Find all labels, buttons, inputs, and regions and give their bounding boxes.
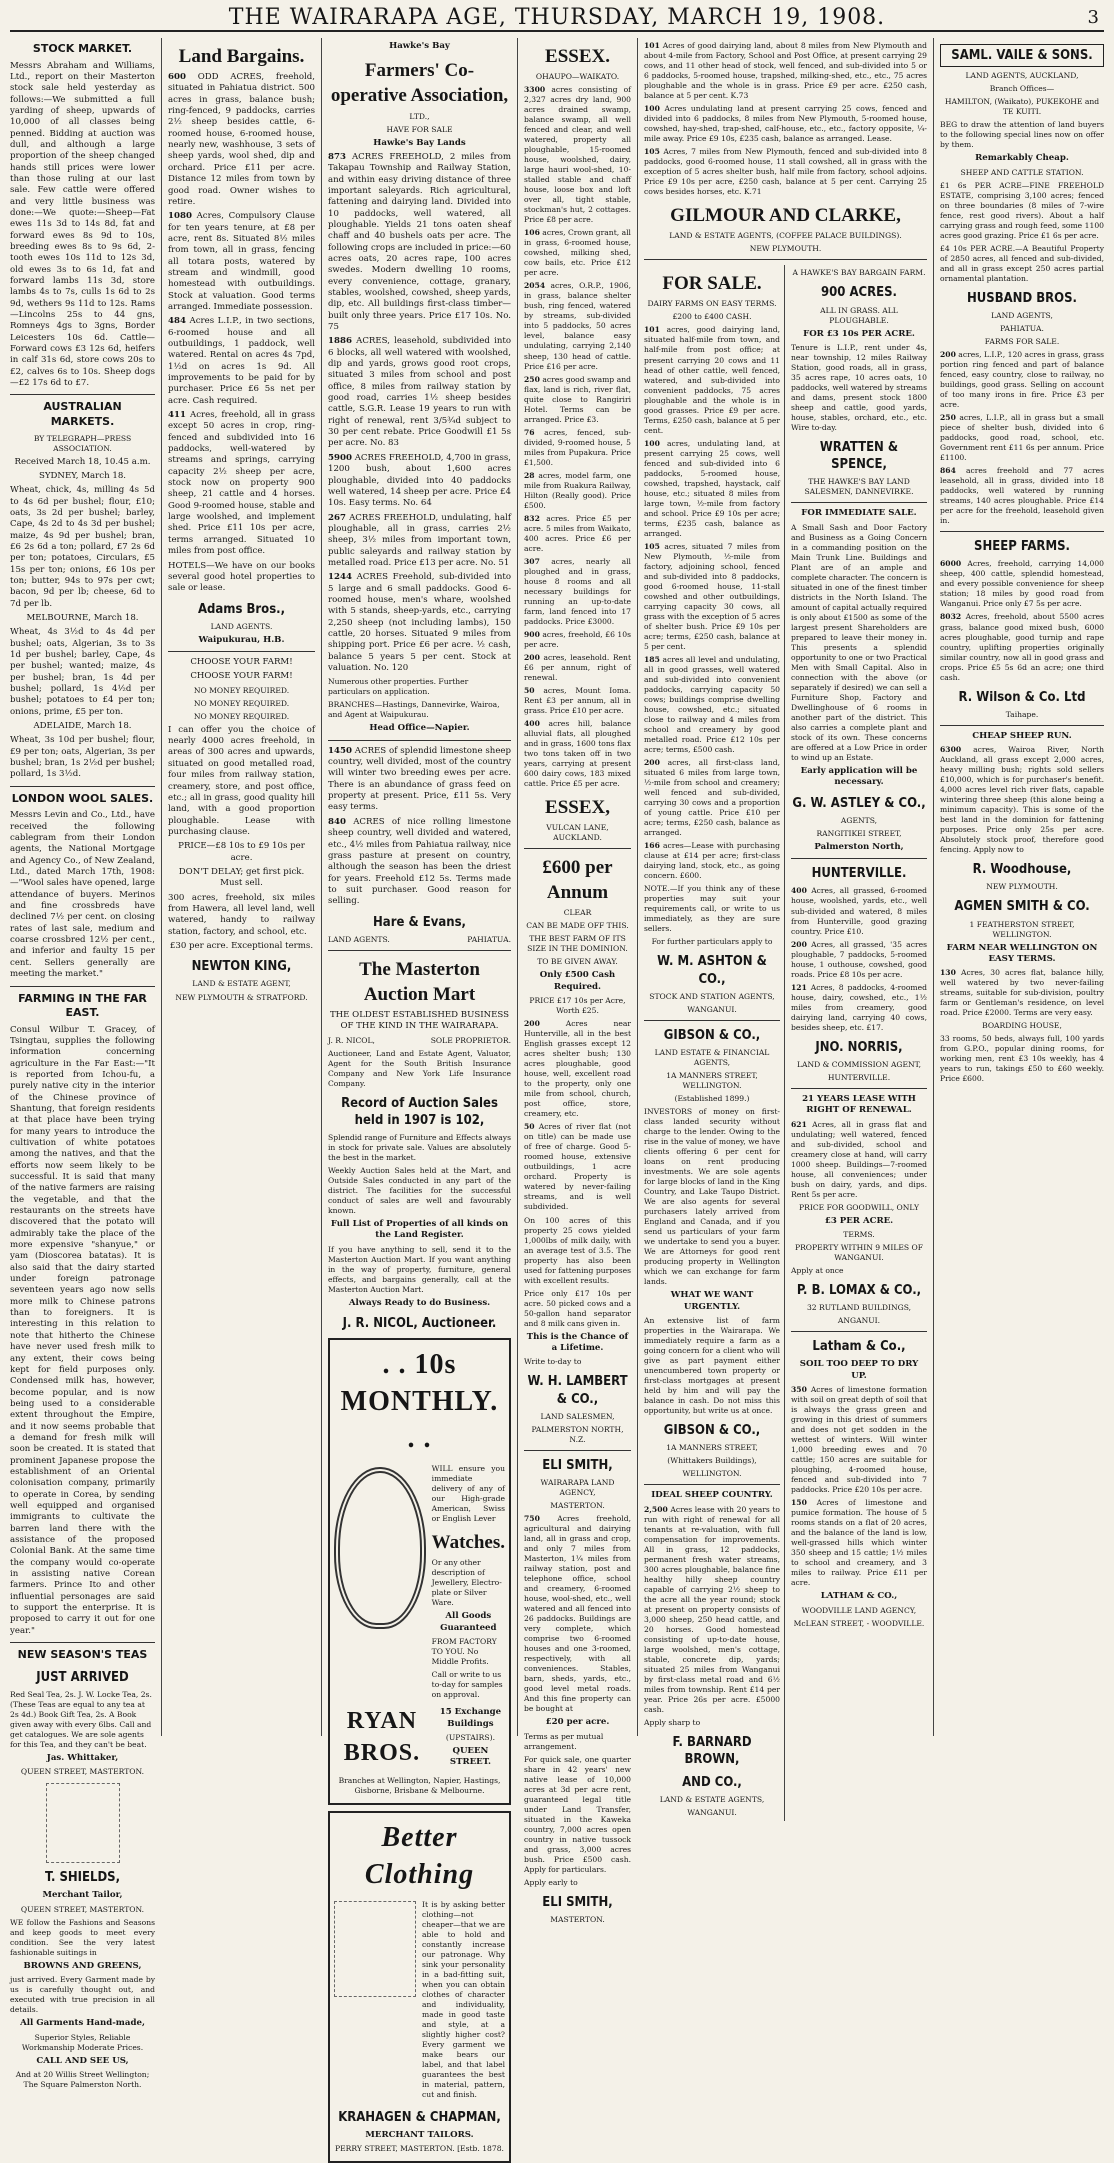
lomax: P. B. LOMAX & CO.,	[796, 1283, 922, 1299]
gibson-a: LAND ESTATE & FINANCIAL AGENTS,	[654, 1047, 770, 1067]
newton-sub: LAND & ESTATE AGENT,	[192, 979, 291, 989]
hunterville: HUNTERVILLE.	[811, 866, 907, 882]
teas-addr: QUEEN STREET, MASTERTON.	[20, 1767, 145, 1777]
divider	[644, 1020, 780, 1021]
sydney-body: Wheat, chick, 4s, milling 4s 5d to 4s 6d per bushel; flour, £10; oats, 3s 2d per bushel; barley, Cape, 4s 2d to 4s 3d per bushel; maize, 4s 9d per bushel; bran, £6 2s 6d a ton; pollard, £7 2s 6d per ton; potatoes, Circulars, £5 15s per ton; onions, £6 10s per ton; butter, 94s to 97s per cwt; bacon, 9d per lb; cheese, 6d to 7d per lb.	[10, 485, 155, 609]
astley: G. W. ASTLEY & CO.,	[792, 795, 926, 811]
ad-900: 900 acres, freehold, £6 10s per acre.	[524, 629, 631, 649]
mart-prop: SOLE PROPRIETOR.	[430, 1035, 511, 1045]
numerous: Numerous other properties. Further particulars on application.	[328, 677, 469, 697]
teas-arrived: JUST ARRIVED	[36, 1669, 129, 1685]
terms4: Terms as per mutual arrangement.	[524, 1731, 604, 1751]
norris-b: HUNTERVILLE.	[827, 1072, 891, 1082]
column-3	[322, 38, 518, 2154]
want-body: An extensive list of farm properties in the Wairarapa. We immediately require a farm as a going concern for a client who will give as part payment either unencumbered town property or first-class mortgages at present held by him and will pay the balance in cash. Do not miss this opportunity, but write us at once.	[644, 1315, 780, 1416]
shields-handmade: All Garments Hand-made,	[20, 2018, 145, 2029]
ad-200: 200 acres, leasehold. Rent £6 per annum, right of renewal.	[524, 652, 631, 682]
husband-a: LAND AGENTS,	[991, 310, 1053, 320]
adelaide-body: Wheat, 3s 10d per bushel; flour, £9 per ton; oats, Algerian, 3s per bushel; bran, 1s 2½d per bushel; pollard, 1s 3½d.	[10, 735, 155, 780]
norris-a: LAND & COMMISSION AGENT,	[796, 1059, 922, 1069]
lease-ad: 621 Acres, all in grass flat and undulating; well watered, fenced and sub-divided, school and creamery close at hand, will carry 1000 sheep. Buildings—7-roomed house, all conveniences; under bush on dairy, yards, and dips. Rent 5s per acre.	[791, 1119, 927, 1199]
gibson-c: (Established 1899.)	[674, 1093, 750, 1103]
adams-sub: LAND AGENTS.	[210, 621, 273, 631]
ad-50: 50 acres, Mount Ioma. Rent £3 per annum, all in grass. Price £10 per acre.	[524, 685, 632, 716]
ad-1080: 1080 Acres, Compulsory Clause for ten years tenure, at £8 per acre, rent 8s. Situated 8½ miles from town, all in grass, fencing all totara posts, watered by stream and windmill, good homestead with outbuildings. Stock at valuation. Good terms arranged. Immediate possession.	[168, 211, 315, 312]
tens-monthly: . . 10s MONTHLY. . .	[340, 1349, 499, 1455]
mart-body: Auctioneer, Land and Estate Agent, Valuator, Agent for the South British Insurance Company and New York Life Insurance Company.	[328, 1048, 511, 1088]
lease21: 21 YEARS LEASE WITH RIGHT OF RENEWAL.	[802, 1093, 916, 1116]
divider	[328, 950, 511, 951]
divider	[644, 259, 927, 260]
top-101: 101 Acres of good dairying land, about 8 miles from New Plymouth and about 4-mile from Factory, School and Post Office, at present carrying 29 cows, and 11 other head of stock, well fenced, and sub-divided into 5 or 6 paddocks, 5-roomed house, trapshed, milking-shed, etc., etc., 75 acres ploughable and the whole is in grass. Price £9 per acre. £250 cash, balance at 5 per cent. K.73	[644, 41, 927, 101]
vaile: SAML. VAILE & SONS.	[940, 44, 1104, 67]
fca-title: Farmers' Co-operative Association,	[330, 60, 509, 107]
wool-title: LONDON WOOL SALES.	[11, 791, 154, 805]
other: Or any other description of Jewellery, Electro-plate or Silver Ware.	[431, 1558, 502, 1608]
hb-body: Tenure is L.I.P., rent under 4s, near township, 12 miles Railway Station, good roads, all in grass, 35 acres rape, 10 acres oats, 10 paddocks, well watered by streams and dams, present stock 1800 sheep and cattle, good yards, house, stables, orchard, etc., etc. Wire to-day.	[791, 342, 927, 433]
gilmour-b: NEW PLYMOUTH.	[749, 244, 822, 254]
price2: £4 10s PER ACRE.—A Beautiful Property of 2850 acres, all fenced and sub-divided, and all in grass except 250 acres partial ornamental plantation.	[940, 243, 1104, 283]
price-goodwill: PRICE FOR GOODWILL, ONLY	[799, 1202, 919, 1212]
shields-tail: And at 20 Willis Street Wellington; The Square Palmerston North.	[15, 2069, 150, 2089]
latham-sub: SOIL TOO DEEP TO DRY UP.	[799, 1359, 919, 1381]
adelaide-head: ADELAIDE, March 18.	[33, 721, 132, 732]
write: Write to-day to	[524, 1357, 582, 1367]
krahagen: KRAHAGEN & CHAPMAN,	[338, 2109, 501, 2125]
boarding-text: 33 rooms, 50 beds, always full, 100 yards from G.P.O., popular dining rooms, for working men, rent £3 10s weekly, has 4 years to run, takings £50 to £60 weekly. Price £600.	[940, 1034, 1104, 1084]
divider	[644, 1484, 780, 1485]
divider	[10, 786, 155, 787]
ltd: LTD.,	[409, 111, 430, 121]
ad-400: 400 acres hill, balance alluvial flats, all ploughed and in grass, 1600 tons flax two tons taken off in two years, carrying at present 600 dairy cows, 183 mixed cattle. Price £5 per acre.	[524, 719, 631, 789]
ashton: W. M. ASHTON & CO.,	[657, 954, 767, 987]
lomax-a: 32 RUTLAND BUILDINGS,	[806, 1303, 912, 1313]
choose-1: CHOOSE YOUR FARM!	[190, 657, 293, 668]
land-bargains-title: Land Bargains.	[178, 46, 305, 67]
hv-200: 200 Acres, all grassed, '35 acres ploughable, 7 paddocks, 5-roomed house, 1 outhouse, cowshed, good roads. Price £8 10s per acre.	[791, 939, 927, 979]
shields-browns: BROWNS AND GREENS,	[23, 1960, 142, 1971]
ad-76: 76 acres, fenced, sub-divided, 9-roomed house, 5 miles from Pupakura. Price £1,500.	[524, 427, 631, 467]
latham-150: 150 Acres of limestone and pumice formation. The house of 5 rooms stands on a flat of 20 acres, and the balance of the land is low, well-grassed hills which winter 350 sheep and 15 cattle; 1½ miles to school and creamery, and 3 miles to railway. Price £11 per acre.	[791, 1498, 927, 1588]
mid-left	[644, 265, 785, 1821]
for-sale: FOR SALE.	[662, 273, 762, 295]
gibson: GIBSON & CO.,	[663, 1027, 761, 1043]
lambert: W. H. LAMBERT & CO.,	[527, 1374, 628, 1407]
early: Early application will be necessary.	[800, 766, 918, 788]
vaile-b: Branch Offices—	[989, 84, 1055, 94]
mid-101: 101 acres, good dairying land, situated half-mile from town, and half-mile from post office; at present carrying 20 cows and 11 head of other cattle, well fenced, watered, and sub-divided into convenient paddocks, 75 acres ploughable and the whole is in good grasses. Price £9 per acre. Terms, £250 cash, balance at 5 per cent.	[644, 325, 780, 435]
divider	[524, 1450, 631, 1451]
woodhouse: R. Woodhouse,	[972, 862, 1072, 878]
divider	[10, 1642, 155, 1643]
merchant: MERCHANT TAILORS.	[365, 2130, 474, 2140]
no-money-3: NO MONEY REQUIRED.	[193, 711, 290, 721]
s300-price: £30 per acre. Exceptional terms.	[169, 940, 314, 951]
wilson: R. Wilson & Co. Ltd	[958, 689, 1086, 705]
wratten: WRATTEN & SPENCE,	[819, 440, 899, 473]
farming-title: FARMING IN THE FAR EAST.	[18, 991, 147, 1020]
newton-loc: NEW PLYMOUTH & STRATFORD.	[175, 992, 308, 1002]
ad-600: 600 ODD ACRES, freehold, situated in Pahiatua district. 500 acres in grass, balance bush; ring-fenced, 9 paddocks, carries 2½ sheep besides cattle, 6-roomed house, 6-roomed house, nearly new, washhouse, 3 sets of sheep yards, wool shed, dip and orchard. Price £11 per acre. Distance 12 miles from town by good road. Owner wishes to retire.	[168, 72, 316, 207]
price-line4: PRICE £17 10s per Acre, Worth £25.	[529, 996, 626, 1016]
will: WILL ensure you immediate delivery of any of our High-grade American, Swiss or English Lever	[431, 1464, 505, 1524]
terms: TERMS.	[843, 1230, 875, 1240]
sydney-head: SYDNEY, March 18.	[38, 470, 127, 481]
vaile-c: HAMILTON, (Waikato), PUKEKOHE and TE KUITI.	[944, 97, 1100, 117]
barnard-b: WANGANUI.	[687, 1808, 737, 1818]
eli: ELI SMITH,	[542, 1457, 613, 1473]
ad-873: 873 ACRES FREEHOLD, 2 miles from Takapau Township and Railway Station, and within easy driving distance of three important saleyards. Rich agricultural, fattening and dairying land. Divided into 10 paddocks, well watered, all ploughable. Yields 21 tons oaten sheaf chaff and 40 bushels oats per acre. The following crops are included in price:—60 acres oats, 20 acres rape, 100 acres swedes. Modern dwelling 10 rooms, every convenience, cottage, granary, stables, woolshed, cowshed, sheep yards, dip, etc. All buildings first-class timber—built only three years. Price £17 10s. No. 75	[328, 151, 512, 333]
c6-8032: 8032 Acres, freehold, about 5500 acres grass, balance good mixed bush, 6000 acres ploughable, good turnip and rape country, uplifting properties originally similar country, now all in good grass and crops. Price £5 5s 6d an acre; one third cash.	[940, 612, 1105, 682]
cheap-run: CHEAP SHEEP RUN.	[972, 730, 1072, 741]
wool-body: Messrs Levin and Co., Ltd., have received the following cablegram from their London agents, the National Mortgage and Agency Co., of New Zealand, Ltd., dated March 17th, 1908:—"Wool sales have opened, large attendance of buyers. Merinos and fine crossbreds have declined 7½ per cent. on closing rates of last sale, medium and coarse crossbred 12½ per cent., and inferior and faulty 15 per cent. Sellers generally are meeting the market."	[10, 810, 156, 980]
immediate: FOR IMMEDIATE SALE.	[801, 508, 917, 519]
can-be: CAN BE MADE OFF THIS.	[526, 921, 629, 931]
note: NOTE.—If you think any of these properties may suit your requirements call, or write to us immediately, as they are sure sellers.	[644, 884, 780, 934]
only2: Price only £17 10s per acre. 50 picked cows and a 50-gallon hand separator and 8 milk cans given in.	[524, 1288, 631, 1328]
agmen: AGMEN SMITH & CO.	[954, 899, 1090, 915]
masthead	[10, 6, 1104, 32]
shields-body3: Superior Styles, Reliable Workmanship Moderate Prices.	[21, 2032, 144, 2052]
guaranteed: All Goods Guaranteed	[440, 1611, 497, 1633]
choose-body: I can offer you the choice of nearly 4000 acres freehold, in areas of 300 acres and upwards, situated on good metalled road, four miles from railway station, creamery, store, and post office, etc.; all in grass, good quality hill land, with a good proportion ploughable. Lease with purchasing clause.	[168, 724, 315, 837]
stock-body: Messrs Abraham and Williams, Ltd., report on their Masterton stock sale held yesterday as follows:—We submitted a full yarding of sheep, upwards of 10,000 of all classes being penned. Bidding at auction was dull, and although a large proportion of the sheep changed hands still prices were lower than those ruling at our last sale. Few cattle were offered and very little business was done:—We quote:—Sheep—Fat ewes 11s 3d to 14s 8d, fat and forward ewes 8s 9d to 10s, breeding ewes 8s to 9s 6d, 2-tooth ewes 10s 11d to 12s 3d, old ewes 3s to 6s 1d, fat and forward lambs 11s 3d, store lambs 4s to 7s, culls 1s 6d to 2s 9d, wethers 9s 11d to 12s. Rams—Lincolns 25s to 44 gns, Romneys 4gs to 3gns, Border Leicesters 10s 6d. Cattle—Forward cows £3 12s 6d, heifers in calf 31s 6d, store cows 20s to £2, calves 6s to 10s. Sheep dogs—£2 17s 6d to £7.	[10, 60, 155, 389]
wratten-a: THE HAWKE'S BAY LAND SALESMEN, DANNEVIRKE.	[804, 477, 914, 497]
ideal-ad: 2,500 Acres lease with 20 years to run with right of renewal for all tenants at re-valuation, with full compensation for improvements. All in grass, 12 paddocks, permanent fresh water streams, 300 acres ploughable, balance fine healthy hilly sheep country capable of carrying 2½ sheep to the acre all the year round; stock at present on property consists of 3,000 sheep, 250 head cattle, and 20 horses. Good homestead consisting of up-to-date house, large woolshed, men's cottage, stable, concrete dip, yards; situated 25 miles from Wanganui by first-class metal road and 6½ miles from township. Rent £14 per year. Price 26s per acre. £5000 cash.	[644, 1504, 780, 1714]
apply4: Apply early to	[524, 1877, 578, 1887]
ad2-50: 50 Acres of river flat (not on title) can be made use of free of charge. Good 5-roomed house, extensive outbuildings, 1 acre orchard. Property is watered by never-failing streams, and is well subdivided.	[524, 1122, 631, 1212]
top-100: 100 Acres undulating land at present carrying 25 cows, fenced and divided into 6 paddocks, 8 miles from New Plymouth, 5-roomed house, cowshed, hay-shed, trap-shed, calf-house, etc., etc., factory opposite, ¼-mile away. Price £9 10s, £235 cash, balance as arranged. Lease.	[644, 104, 927, 144]
call: Call or write to us to-day for samples on approval.	[431, 1670, 503, 1700]
woodhouse-loc: NEW PLYMOUTH.	[986, 882, 1058, 892]
essex: ESSEX.	[545, 46, 610, 67]
gilmour: GILMOUR AND CLARKE,	[670, 205, 901, 227]
eli-a: WAIRARAPA LAND AGENCY,	[540, 1477, 615, 1497]
teas-list: Red Seal Tea, 2s. J. W. Locke Tea, 2s. (These Teas are equal to any tea at 2s 4d.) Book Gift Tea, 2s. A Book given away with every 6lbs. Call and get catalogues. We are sole agents for this Tea, and they can't be beat.	[10, 1689, 152, 1749]
best: THE BEST FARM OF ITS SIZE IN THE DOMINION.	[527, 934, 628, 954]
apply-at: Apply at once	[791, 1266, 844, 1276]
ad3-price: £20 per acre.	[545, 1717, 610, 1728]
wilson-loc: Taihape.	[1005, 709, 1039, 719]
ad-3300: 3300 acres consisting of 2,327 acres dry land, 900 acres drained swamp, balance swamp, all well fenced and clear, and well watered, property all ploughable, 15-roomed house, woolshed, dairy, large hauri wool-shed, 10-stalled stable and chaff house, loose box and loft over all, tight stable, stockman's hut, 2 cottages. Price £8 per acre.	[524, 85, 631, 225]
aus-title: AUSTRALIAN MARKETS.	[43, 400, 122, 428]
c6-200: 200 acres, L.I.P., 120 acres in grass, grass portion ring fenced and part of balance fenced, easy country, close to railway, no buildings, good grass. Selling on account of too many irons in fire. Price £3 per acre.	[940, 349, 1104, 410]
adams-bros: Adams Bros.,	[197, 601, 286, 617]
ad-2054: 2054 acres, O.R.P., 1906, in grass, balance shelter bush, ring fenced, watered by streams, sub-divided into 5 paddocks, 50 acres level, balance easy undulating, carrying 2,140 sheep, 130 head of cattle. Price £16 per acre.	[524, 281, 631, 371]
divider	[524, 848, 631, 849]
c6-250: 250 acres, L.I.P., all in grass but a small piece of shelter bush, divided into 6 paddocks, good road, school, etc. Government rent £11 6s per annum. Price £1100.	[940, 413, 1104, 463]
hare-evans: Hare & Evans,	[373, 914, 466, 930]
gilmour-a: LAND & ESTATE AGENTS, (COFFEE PALACE BUILDINGS).	[669, 231, 902, 241]
mart-sub: THE OLDEST ESTABLISHED BUSINESS OF THE KIND IN THE WAIRARAPA.	[329, 1009, 510, 1032]
mart-title: The Masterton Auction Mart	[359, 958, 480, 1005]
head-office: Head Office—Napier.	[369, 723, 470, 734]
gibson2-c: WELLINGTON.	[682, 1469, 742, 1479]
hare-a: LAND AGENTS.	[328, 934, 390, 944]
within: PROPERTY WITHIN 9 MILES OF WANGANUI.	[794, 1243, 924, 1263]
dont-delay: DON'T DELAY; get first pick. Must sell.	[178, 866, 305, 889]
husband-b: PAHIATUA.	[1000, 323, 1044, 333]
eli2: ELI SMITH,	[542, 1894, 613, 1910]
ad2-200: 200 Acres near Hunterville, all in the best English grasses except 12 acres shelter bush; 130 acres ploughable, good house, well, excellent road to the property, only one mile from school, church, post office, store, creamery, etc.	[524, 1019, 631, 1119]
top-105: 105 Acres, 7 miles from New Plymouth, fenced and sub-divided into 8 paddocks, good 6-roomed house, 11 stall cowshed, all in grass with the exception of 5 acres shelter bush, half mile from factory, school adjoins. Price £9 10s per acre, £250 cash, balance at 5 per cent. Carrying 25 cows besides horses, etc. K.71	[644, 147, 927, 197]
latham2: LATHAM & CO.,	[820, 1591, 898, 1602]
tailor-figure-illustration	[46, 1783, 120, 1863]
mid-100: 100 acres, undulating land, at present carrying 25 cows, well fenced and sub-divided into 6 paddocks, 5-roomed house, cowshed, trapshed, haystack, calf house, etc.; situated 8 miles from large town, ½-mile from factory and school. Price £9 10s per acre; terms, £235 cash, balance as arranged.	[644, 438, 780, 538]
farm-near: FARM NEAR WELLINGTON ON EASY TERMS.	[946, 942, 1098, 964]
column-5	[638, 38, 934, 1818]
c6-864: 864 acres freehold and 77 acres leasehold, all in grass, divided into 18 paddocks, well watered by running streams, 140 acres ploughable. Price £14 per acre for the freehold, leasehold given in.	[940, 466, 1104, 526]
gibson-b: 1A MANNERS STREET, WELLINGTON.	[666, 1070, 758, 1090]
watch-ad-box	[328, 1338, 511, 1804]
hb-bargain: A HAWKE'S BAY BARGAIN FARM.	[792, 268, 926, 278]
ad-411: 411 Acres, freehold, all in grass except 50 acres in crop, ring-fenced and subdivided into 16 paddocks, well-watered by streams and springs, carrying capacity 2½ sheep per acre, stock now on property 900 sheep, 21 cattle and 4 horses. Good 9-roomed house, stable and large woolshed, and implement shed. Price £11 10s per acre, terms arranged. Situated 10 miles from post office.	[168, 410, 316, 557]
astley-c: Palmerston North,	[814, 841, 904, 852]
lambert-b: PALMERSTON NORTH, N.Z.	[531, 1424, 624, 1444]
perry: PERRY STREET, MASTERTON. [Estb. 1878.	[335, 2144, 504, 2154]
only: Only £500 Cash Required.	[539, 970, 616, 992]
quick: For quick sale, one quarter share in 42 years' new native lease of 10,000 acres at 3d per acre rent, guaranteed legal title under Land Transfer, situated in the Kaweka country, 7,000 acres open country in native tussock and grass, 3,000 acres bush. Price £500 cash. Apply for particulars.	[524, 1754, 631, 1874]
c6-6000: 6000 Acres, freehold, carrying 14,000 sheep, 400 cattle, splendid homestead, and every possible convenience for sheep station; 18 miles by good road from Wanganui. Price only £7 5s per acre.	[940, 559, 1104, 609]
teas-title: NEW SEASON'S TEAS	[17, 1648, 148, 1662]
exchange: 15 Exchange Buildings	[439, 1707, 502, 1729]
divider	[328, 740, 511, 741]
astley-a: AGENTS,	[840, 815, 878, 825]
husband: HUSBAND BROS.	[967, 290, 1077, 306]
clear: CLEAR	[563, 908, 592, 918]
branches2: Branches at Wellington, Napier, Hastings, Gisborne, Brisbane & Melbourne.	[338, 1775, 501, 1795]
ad-484: 484 Acres L.I.P., in two sections, 6-roomed house and all outbuildings, 1 paddock, well watered. Rental on acres 4s 7pd, 1½d on acres 1s 9d. All improvements to be paid for by purchaser. Price £6 5s net per acre. Cash required.	[168, 316, 315, 406]
shields-body: WE follow the Fashions and Seasons and keep goods to meet every condition. See the very latest fashionable suitings in	[10, 1917, 155, 1957]
hb-900: 900 ACRES.	[821, 285, 897, 301]
hv-121: 121 Acres, 8 paddocks, 4-roomed house, dairy, cowshed, etc., 1½ miles from creamery, good dairying land, carrying 40 cows, besides sheep, etc. £17.	[791, 982, 927, 1032]
latham2-b: McLEAN STREET, - WOODVILLE.	[793, 1618, 925, 1628]
ideal: IDEAL SHEEP COUNTRY.	[651, 1490, 773, 1501]
full-list: Full List of Properties of all kinds on the Land Register.	[330, 1219, 509, 1241]
pocket-watch-illustration	[334, 1467, 426, 1629]
mid-right	[791, 265, 927, 1821]
shields-name: T. SHIELDS,	[44, 1870, 121, 1886]
agmen-loc: 1 FEATHERSTON STREET, WELLINGTON.	[969, 919, 1075, 939]
queen: QUEEN STREET.	[449, 1745, 491, 1768]
run-ad: 6300 acres, Wairoa River, North Auckland, all grass except 2,000 acres, heavy milling bush; rights sold sellers £10,000, which is for purchaser's benefit. 4,000 acres level rich river flats, capable wintering three sheep (this alone being a minimum capacity). This is some of the best land in the dominion for fattening purposes. Price only 25s per acre. Absolutely stock proof, therefore good fencing. Apply now to	[940, 745, 1104, 855]
shields-call: CALL AND SEE US,	[36, 2055, 129, 2066]
shields-trade: Merchant Tailor,	[42, 1890, 123, 1901]
record: Record of Auction Sales held in 1907 is 102,	[341, 1095, 498, 1128]
watches: Watches.	[431, 1532, 505, 1554]
further: For further particulars apply to	[651, 937, 773, 947]
better-body: It is by asking better clothing—not cheaper—that we are able to hold and constantly increase our patronage. Why sink your personality in a bad-fitting suit, when you can obtain clothes of character and individuality, made in good taste and style, at a slightly higher cost? Every garment we make bears our label, and that label guarantees the best in material, pattern, cut and finish.	[422, 1899, 505, 2099]
investors: INVESTORS of money on first-class landed security without charge to the lender. Owing to the rise in the value of money, we have clients offering 6 per cent for loans on rent producing investments. We are sole agents for large blocks of land in the King Country, and Lake Taupo District. We are also agents for several purchasers lately arrived from England and Canada, and if you send us particulars of your farm we undertake to send you a buyer. We are Attorneys for good rent producing property in Wellington which we can exchange for farm lands.	[644, 1106, 780, 1287]
mart-owner: J. R. NICOL,	[328, 1035, 375, 1045]
newton-king: NEWTON KING,	[191, 959, 292, 975]
mart-body3: Weekly Auction Sales held at the Mart, and Outside Sales conducted in any part of the district. The facilities for the successful conduct of sales are well and favourably known.	[328, 1166, 511, 1216]
column-6	[934, 38, 1110, 1736]
hb-lands: Hawke's Bay Lands	[373, 137, 466, 148]
hand-illustration	[334, 1901, 416, 1997]
hare-b: PAHIATUA.	[467, 934, 511, 944]
lambert-a: LAND SALESMEN,	[540, 1411, 615, 1421]
better-clothing: Better Clothing	[364, 1821, 475, 1890]
farming-body: Consul Wilbur T. Gracey, of Tsingtau, supplies the following information concerning agriculture in the Far East:—"It is reported from Ichou-fu, a purely native city in the interior of the Chinese province of Shantung, that foreign residents at that place have been trying for many years to introduce the cultivation of white potatoes among the natives, and that the efforts now seem likely to be successful. It is said that many of the native farmers are raising the vegetable, and that the restaurants on the streets have discovered that the potato will admirably take the place of the more expensive "shanyue," or yam (Dioscorea batatas). It is also said that the dairy started under foreign patronage seventeen years ago now sells more milk to Chinese patrons than to foreigners. It is interesting in this relation to note that hitherto the Chinese have never used fresh milk to any extent, their cows being kept for field purposes only. Condensed milk has, however, become popular, and is now being used to a considerable extent throughout the Empire, and it now seems probable that a demand for fresh milk will soon be created. It is stated that prominent Japanese propose the establishment of an Oriental colonisation company, primarily to operate in Corea, by sending well equipped and organised immigrants to cultivate the barren land there with the assistance of the proposed Colonial Bank. At the same time the company would co-operate in assisting native Corean farmers. Prince Ito and other influential personages are said to support the enterprise. It is proposed to carry it out for one year."	[10, 1024, 155, 1636]
melbourne-body: Wheat, 4s 3½d to 4s 4d per bushel; oats, Algerian, 3s to 3s 1d per bushel; barley, Cape, 4s per bushel; wanted; maize, 4s per bushel; bran, 1s 4d per bushel; pollard, 1s 4½d per bushel; potatoes to £4 per ton; onions, prime, £5 per ton.	[10, 627, 155, 717]
want: WHAT WE WANT URGENTLY.	[670, 1290, 754, 1312]
sheep-farms: SHEEP FARMS.	[974, 539, 1070, 555]
ad-1244: 1244 ACRES Freehold, sub-divided into 5 large and 6 small paddocks. Good 6-roomed house, men's whare, woolshed with 5 stands, sheep-yards, etc., carrying 2,250 sheep (not including lambs), 150 cattle, 20 horses. Situated 9 miles from shipping port. Price £6 per acre. ½ cash, balance 5 years 5 per cent. Stock at valuation. No. 120	[328, 572, 511, 673]
divider	[791, 858, 927, 859]
aus-sub: BY TELEGRAPH—PRESS ASSOCIATION.	[33, 433, 132, 453]
ohaupo: OHAUPO—WAIKATO.	[535, 72, 620, 82]
stock-title: STOCK MARKET.	[32, 42, 133, 55]
melbourne-head: MELBOURNE, March 18.	[26, 613, 139, 624]
divider	[940, 725, 1104, 726]
lomax-b: ANGANUI.	[837, 1316, 881, 1326]
latham-350: 350 Acres of limestone formation with soil on great depth of soil that is always the grass green and growing in this driest of summers and does not get sodden in the wettest of winters. Will winter 1,000 breeding ewes and 70 cattle; 150 acres are suitable for ploughing, 4-roomed house, fenced and sub-divided into 7 paddocks. Price £20 10s per acre.	[791, 1385, 927, 1495]
aus-received: Received March 18, 10.45 a.m.	[14, 456, 151, 467]
mid-166: 166 acres—Lease with purchasing clause at £14 per acre; first-class dairying land, stock, etc., as going concern. £600.	[644, 841, 780, 881]
farms: FARMS FOR SALE.	[984, 336, 1060, 346]
choose-2: CHOOSE YOUR FARM!	[190, 671, 293, 682]
mid-105: 105 acres, situated 7 miles from New Plymouth, ½-mile from factory, adjoining school, fenced and sub-divided into 8 paddocks, good 6-roomed house, 11-stall cowshed and other outbuildings, carrying capacity 30 cows, all grass with the exception of 5 acres of shelter bush. Price £9 10s per acre; terms, £250 cash, balance at 5 per cent.	[644, 541, 780, 651]
teas-name: Jas. Whittaker,	[46, 1752, 119, 1763]
masterton: MASTERTON.	[550, 1914, 605, 1924]
nicol: J. R. NICOL, Auctioneer.	[342, 1316, 497, 1332]
ad-28: 28 acres, model farm, one mile from Ruakura Railway, Hilton (Really good). Price £500.	[524, 470, 631, 510]
astley-b: RANGITIKEI STREET,	[816, 828, 902, 838]
ashton-a: STOCK AND STATION AGENTS,	[649, 991, 775, 1001]
have-for-sale: HAVE FOR SALE	[386, 124, 453, 134]
hv-400: 400 Acres, all grassed, 6-roomed house, woolshed, yards, etc., well sub-divided and watered, 8 miles from Hunterville, good grazing country. Price £10.	[791, 886, 928, 936]
gibson2-b: (Whittakers Buildings),	[667, 1456, 757, 1466]
shields-addr: QUEEN STREET, MASTERTON.	[20, 1904, 145, 1914]
hb-grass: ALL IN GRASS. ALL PLOUGHABLE.	[820, 305, 898, 325]
divider	[791, 1331, 927, 1332]
gibson2-a: 1A MANNERS STREET,	[666, 1443, 758, 1453]
clothing-ad-box	[328, 1811, 511, 2163]
branches: BRANCHES—Hastings, Dannevirke, Wairoa, and Agent at Waipukurau.	[328, 700, 500, 720]
shields-body2: just arrived. Every Garment made by us is carefully thought out, and executed with true precision in all details.	[10, 1975, 155, 2015]
income: £600 per Annum	[542, 857, 613, 904]
vulcan: VULCAN LANE, AUCKLAND.	[546, 823, 609, 843]
ad-840: 840 ACRES of nice rolling limestone sheep country, well divided and watered, etc., 4½ miles from Pahiatua railway, nice grass pasture at present on country, although the season has been the driest for years. Freehold £12 5s. Terms made to suit purchaser. Good reason for selling.	[328, 816, 511, 907]
apply-sharp: Apply sharp to	[644, 1717, 701, 1727]
ad3-750: 750 Acres freehold, agricultural and dairying land, all in grass and crop, and only 7 miles from Masterton, 1¼ miles from railway station, post and telephone office, school and creamery, 6-roomed house, wool-shed, etc., well watered and all fenced into 26 paddocks. Buildings are very complete, which comprise two 6-roomed houses and one 3-roomed, respectively, with all conveniences. Stables, barn, sheds, yards, etc., good level metal roads. And this fine property can be bought at	[524, 1513, 631, 1714]
s300: 300 acres, freehold, six miles from Hawera, all level land, well watered, handy to railway station, factory, and school, etc.	[168, 892, 315, 937]
per-acre: £3 PER ACRE.	[824, 1215, 894, 1226]
to-be: TO BE GIVEN AWAY.	[537, 957, 618, 967]
ad-106: 106 acres, Crown grant, all in grass, 6-roomed house, cowshed, milking shed, cow bails, etc. Price £12 per acre.	[524, 228, 631, 278]
divider	[791, 1088, 927, 1089]
divider	[168, 651, 315, 652]
mid-185: 185 acres all level and undulating, all in good grasses, well watered and sub-divided into convenient paddocks, carrying capacity 50 cows; buildings comprise dwelling house, cowshed, etc.; situated close to railway and 4 miles from school and creamery by good metalled road. Price £12 10s per acre; terms, £500 cash.	[644, 654, 780, 755]
no-money-1: NO MONEY REQUIRED.	[193, 685, 290, 695]
upstairs: (UPSTAIRS).	[445, 1732, 495, 1742]
norris: JNO. NORRIS,	[815, 1039, 903, 1055]
mart-body4: If you have anything to sell, send it to the Masterton Auction Mart. If you want anything in the way of property, furniture, general effects, and bargains generally, call at the Masterton Auction Mart.	[328, 1244, 511, 1294]
latham2-a: WOODVILLE LAND AGENCY,	[801, 1605, 917, 1615]
ad-1450: 1450 ACRES of splendid limestone sheep country, well divided, most of the country will winter two breeding ewes per acre. There is an abundance of grass feed on property at present. Price, £11 5s. Very easy terms.	[328, 745, 512, 813]
near-ad: 130 Acres, 30 acres flat, balance hilly, well watered by two never-failing streams, suitable for sub-division, poultry farm or Gentleman's residence, on level road. Price £2000. Terms are very easy.	[940, 968, 1104, 1018]
ad-5900: 5900 ACRES FREEHOLD, 4,700 in grass, 1200 bush, about 1,600 acres ploughable, divided into 40 paddocks well watered, 14 sheep per acre. Price £4 10s. Easy terms. No. 64	[328, 452, 511, 509]
always: Always Ready to do Business.	[348, 1297, 491, 1308]
hb-title: Hawke's Bay	[389, 41, 450, 51]
ad-250: 250 acres good swamp and flax, land is rich, river flat, quite close to Rangiriri Hotel. Terms can be arranged. Price £3.	[524, 374, 631, 424]
hotels: HOTELS—We have on our books several good hotel properties to sale or lease.	[168, 560, 315, 594]
vaile-a: LAND AGENTS, AUCKLAND,	[965, 71, 1079, 81]
latham: Latham & Co.,	[812, 1339, 906, 1355]
divider	[10, 986, 155, 987]
mid-200: 200 acres, all first-class land, situated 6 miles from large town, ½-mile from school and creamery; well fenced and sub-divided, carrying 30 cows and a proportion of young cattle. Price £10 per acre; terms, £250 cash, balance as arranged.	[644, 758, 780, 838]
adams-loc: Waipukurau, H.B.	[198, 634, 285, 645]
page-number: 3	[1087, 7, 1100, 28]
chance: This is the Chance of a Lifetime.	[526, 1331, 629, 1354]
essex2: ESSEX,	[545, 797, 610, 819]
gibson2: GIBSON & CO.,	[663, 1423, 761, 1439]
imm-body: A Small Sash and Door Factory and Business as a Going Concern in a commanding position on the Main Trunk Line. Buildings and Plant are of an ample and complete character. The concern is situated in one of the finest timber districts in the North Island. The amount of capital actually required is only about £1500 as some of the largest present Shareholders are prepared to leave their money in. This presents a splendid opportunity to one or two Practical Men with Small Capital. Also in connection with the above (or separately if desired) we can sell a Furniture Shop, Factory and Dwellinghouse of 6 rooms in another part of the district. This also carries a complete plant and stock of its own. These concerns are offered at a Low Price in order to wind up an Estate.	[791, 522, 927, 763]
price-line: PRICE—£8 10s to £9 10s per acre.	[178, 841, 305, 863]
column-1	[4, 38, 162, 2089]
mart-body2: Splendid range of Furniture and Effects always in stock for private sale. Values are absolutely the best in the market.	[328, 1132, 511, 1162]
beg: BEG to draw the attention of land buyers to the following special lines now on offer by them.	[940, 120, 1104, 150]
price1: £1 6s PER ACRE—FINE FREEHOLD ESTATE, comprising 3,100 acres; fenced on three boundaries (8 miles of 7-wire fence, rest good rivers). About a half carrying grass and rough feed, some 1100 acres good grazing. Price £1 6s per acre.	[940, 180, 1104, 240]
boarding: BOARDING HOUSE,	[982, 1021, 1062, 1031]
column-2	[162, 38, 322, 1736]
ad-1886: 1886 ACRES, leasehold, subdivided into 6 blocks, all well watered with woolshed, dip and yards, grows good root crops, situated 3 miles from school and post office, 8 miles from railway station by good road, carries 1½ sheep besides cattle, S.G.R. Lease 19 years to run with right of renewal, rent 3/5¾d subject to 30 per cent rebate. Price Goodwill £1 5s per acre. No. 83	[328, 336, 511, 449]
barnard-a: LAND & ESTATE AGENTS,	[659, 1795, 765, 1805]
and-co: AND CO.,	[682, 1775, 742, 1791]
barnard: F. BARNARD BROWN,	[672, 1734, 752, 1768]
sheep-cattle: SHEEP AND CATTLE STATION.	[960, 167, 1084, 177]
divider	[10, 394, 155, 395]
dairy: DAIRY FARMS ON EASY TERMS.	[647, 299, 777, 309]
ashton-b: WANGANUI.	[687, 1004, 737, 1014]
eli-b: MASTERTON.	[550, 1500, 605, 1510]
ryan-bros: RYAN BROS.	[343, 1708, 421, 1766]
ad-267: 267 ACRES FREEHOLD, undulating, half ploughable, all in grass, carries 2½ sheep, 3½ miles from important town, public saleyards and railway station by metalled road. Price £13 per acre. No. 51	[328, 512, 511, 568]
dairy-range: £200 to £400 CASH.	[672, 312, 752, 322]
no-money-2: NO MONEY REQUIRED.	[193, 698, 290, 708]
divider	[791, 502, 927, 503]
column-4	[518, 38, 638, 1924]
divider	[940, 531, 1104, 532]
hb-price: FOR £3 10s PER ACRE.	[803, 328, 915, 339]
on100: On 100 acres of this property 25 cows yielded 1,000lbs of milk daily, with an average test of 3.5. The property has also been used for fattening purposes with excellent results.	[524, 1215, 631, 1285]
factory: FROM FACTORY TO YOU. No Middle Profits.	[431, 1637, 497, 1667]
ad-307: 307 acres, nearly all ploughed and in grass, house 8 rooms and all necessary buildings for running an up-to-date farm, land fenced into 17 paddocks. Price £3000.	[524, 556, 631, 626]
ad-832: 832 acres. Price £5 per acre. 5 miles from Waikato, 400 acres. Price £6 per acre.	[524, 513, 631, 553]
masthead-title: THE WAIRARAPA AGE, THURSDAY, MARCH 19, 1908.	[228, 5, 886, 31]
remark: Remarkably Cheap.	[975, 153, 1069, 164]
